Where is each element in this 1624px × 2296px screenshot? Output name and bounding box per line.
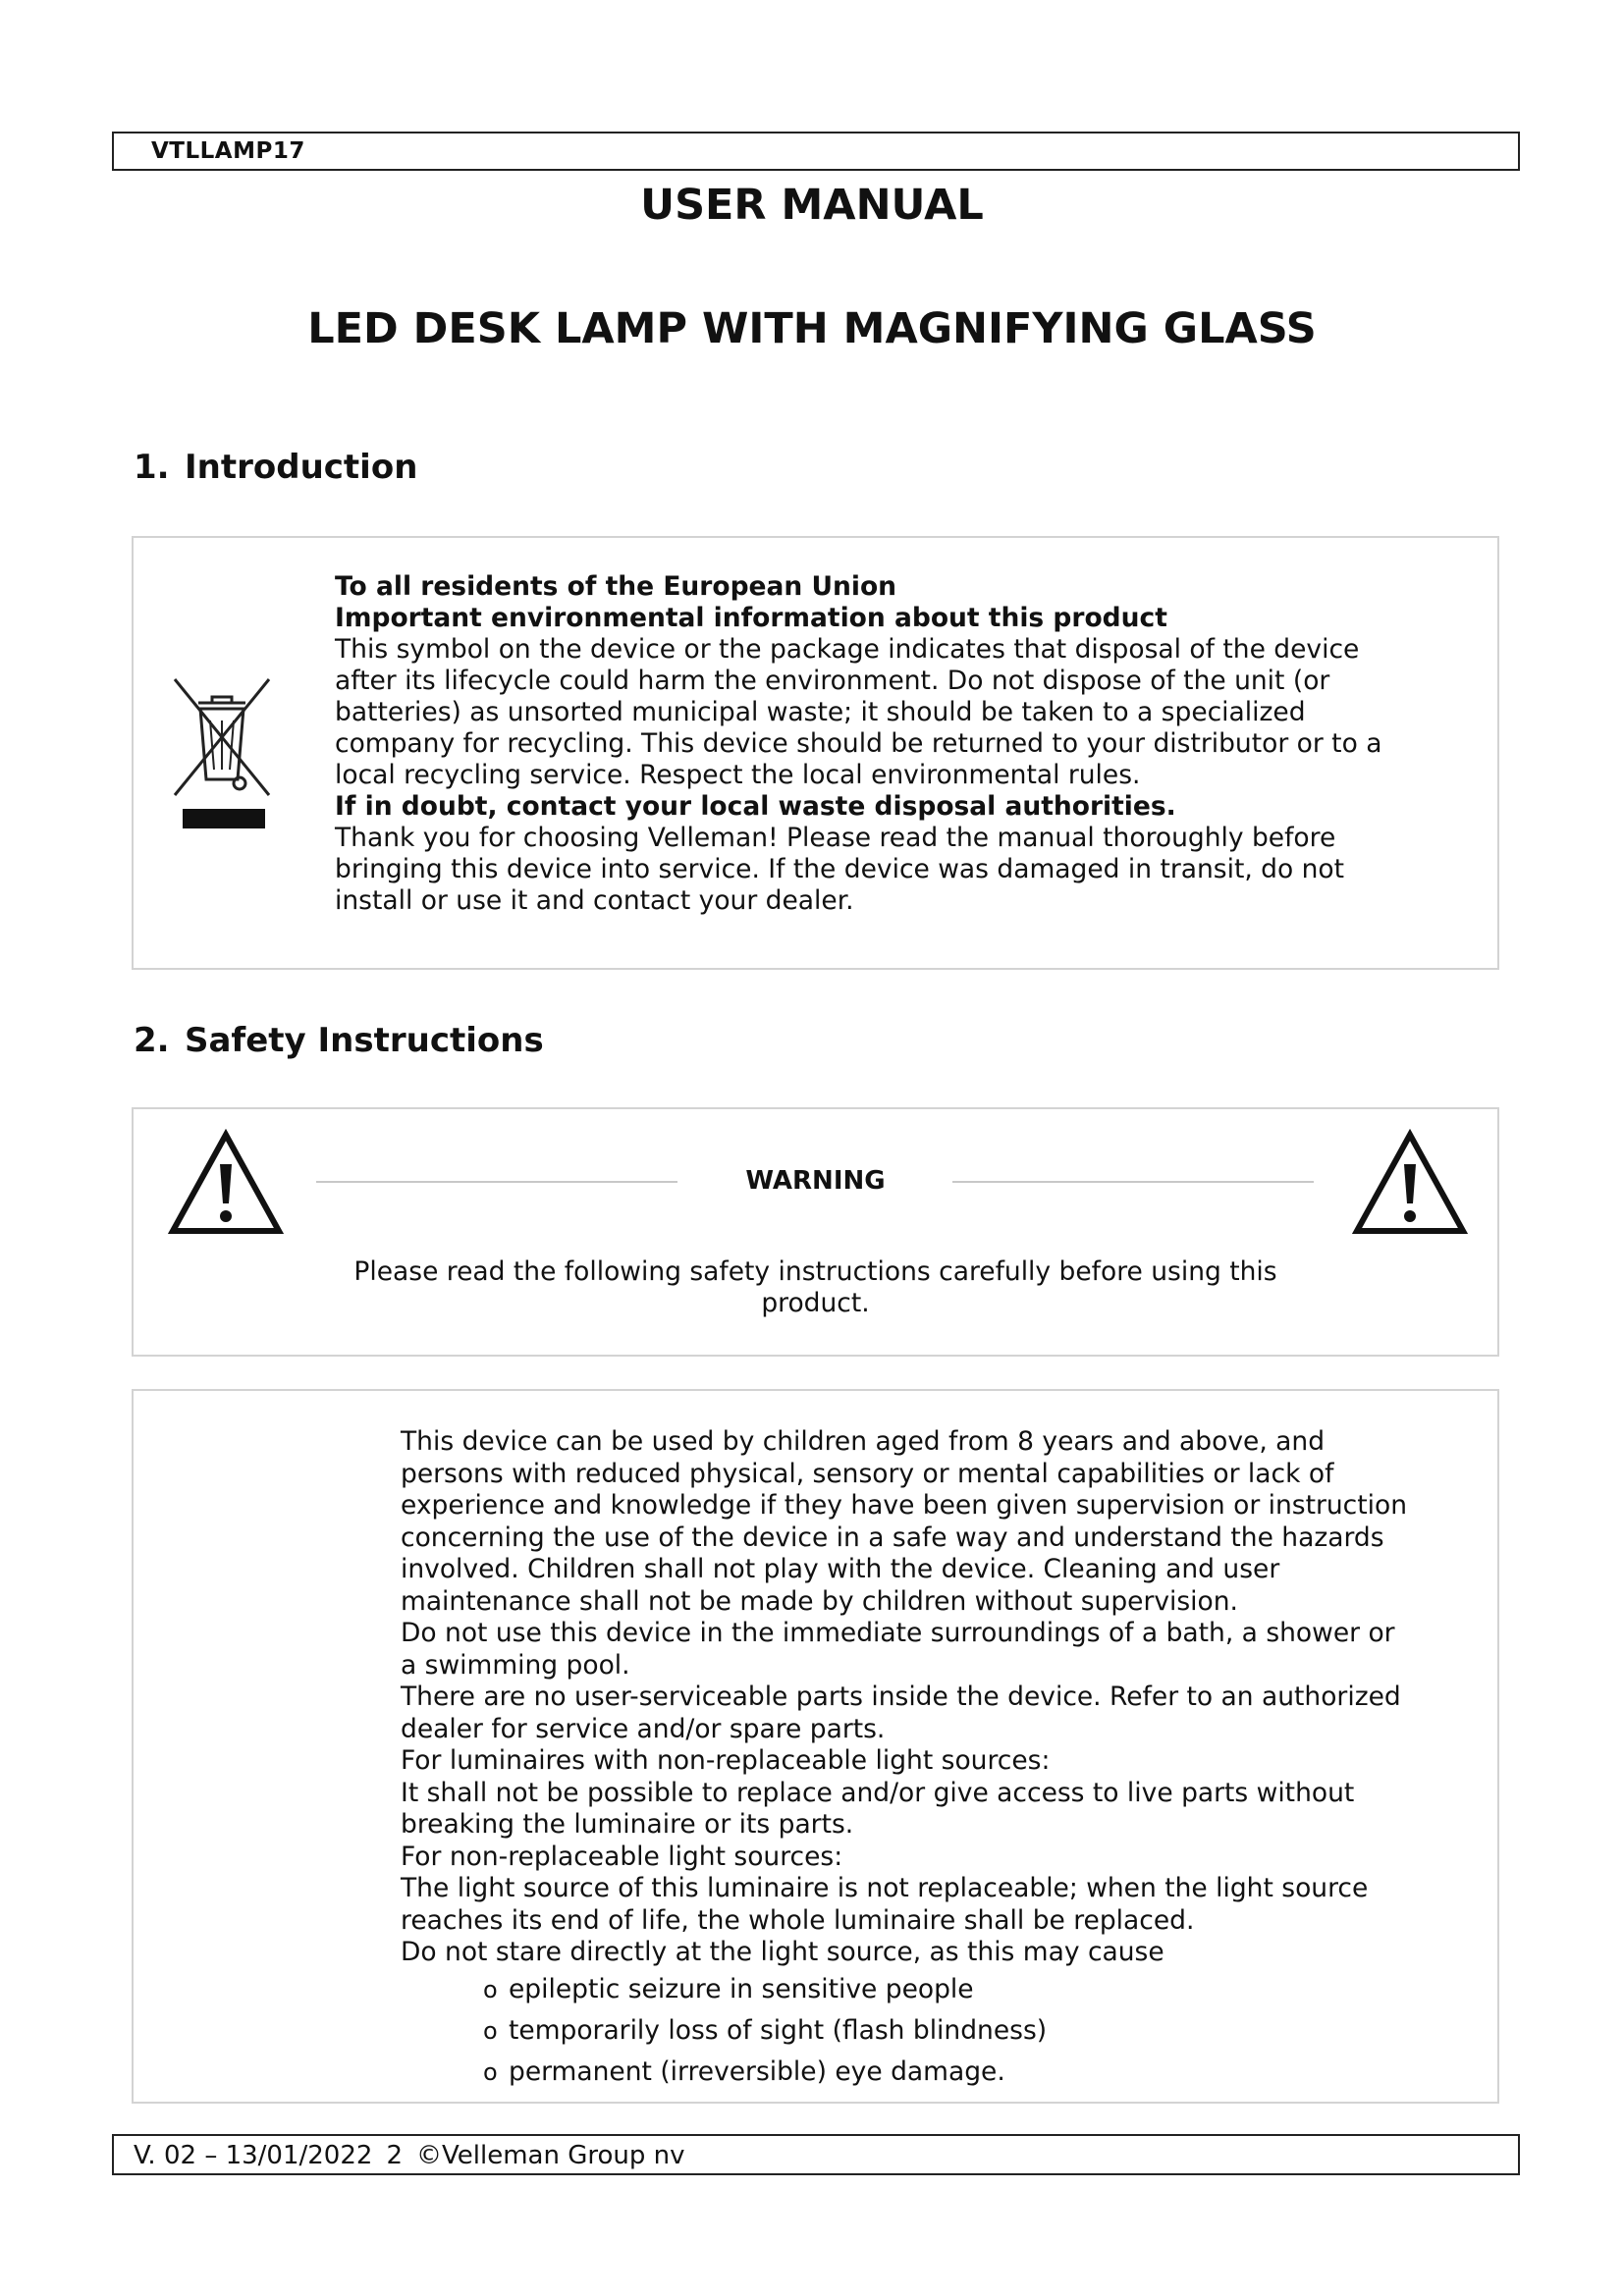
intro-line: bringing this device into service. If the device was damaged in transit, do not xyxy=(335,854,1345,884)
section-number: 1. xyxy=(134,448,170,487)
weee-crossed-bin-icon xyxy=(171,675,273,832)
list-item xyxy=(483,2052,1461,2093)
safety-line: involved. Children shall not play with the device. Cleaning and user xyxy=(401,1554,1280,1584)
safety-line: concerning the use of the device in a safe way and understand the hazards xyxy=(401,1522,1384,1553)
bullet-text: permanent (irreversible) eye damage. xyxy=(509,2056,1005,2087)
model-code: VTLLAMP17 xyxy=(151,138,305,164)
safety-text-block xyxy=(401,1426,1461,2093)
list-item xyxy=(483,1969,1461,2010)
warning-triangle-icon xyxy=(1351,1129,1469,1237)
section-title: Safety Instructions xyxy=(185,1021,544,1060)
intro-text-block xyxy=(335,571,1435,917)
footer-text xyxy=(134,2141,698,2170)
intro-panel xyxy=(132,536,1499,970)
safety-line: experience and knowledge if they have been given supervision or instruction xyxy=(401,1490,1408,1521)
safety-line: a swimming pool. xyxy=(401,1649,630,1681)
safety-line: dealer for service and/or spare parts. xyxy=(401,1713,886,1744)
product-title: LED DESK LAMP WITH MAGNIFYING GLASS xyxy=(307,304,1317,353)
section-number: 2. xyxy=(134,1021,170,1060)
section-heading-safety xyxy=(134,1021,544,1060)
safety-bullet-list xyxy=(401,1969,1461,2093)
intro-line: Thank you for choosing Velleman! Please read the manual thoroughly before xyxy=(335,823,1336,853)
warning-text-line: Please read the following safety instructions carefully before using this xyxy=(353,1256,1277,1287)
intro-line: company for recycling. This device should be returned to your distributor or to a xyxy=(335,728,1382,759)
warning-text-line: product. xyxy=(761,1288,870,1318)
intro-line: batteries) as unsorted municipal waste; it should be taken to a specialized xyxy=(335,697,1306,727)
safety-line: maintenance shall not be made by children without supervision. xyxy=(401,1585,1238,1617)
footer-version: V. 02 – 13/01/2022 xyxy=(134,2141,373,2170)
warning-text xyxy=(134,1256,1497,1319)
divider-line xyxy=(952,1181,1314,1183)
list-item xyxy=(483,2010,1461,2052)
warning-panel xyxy=(132,1107,1499,1357)
bullet-text: epileptic seizure in sensitive people xyxy=(509,1973,974,2004)
footer-box xyxy=(112,2134,1520,2175)
section-heading-introduction xyxy=(134,448,417,487)
header-box xyxy=(112,132,1520,171)
safety-line: Do not stare directly at the light source, as this may cause xyxy=(401,1937,1164,1967)
safety-line: reaches its end of life, the whole luminaire shall be replaced. xyxy=(401,1904,1195,1936)
intro-line: Important environmental information about this product xyxy=(335,603,1167,633)
section-title: Introduction xyxy=(185,448,418,487)
intro-line: To all residents of the European Union xyxy=(335,571,897,602)
bullet-marker: o xyxy=(483,1975,498,2003)
safety-line: persons with reduced physical, sensory or mental capabilities or lack of xyxy=(401,1458,1334,1489)
safety-lines xyxy=(401,1426,1461,1969)
safety-line: It shall not be possible to replace and/or give access to live parts without xyxy=(401,1777,1355,1808)
intro-line: install or use it and contact your dealer. xyxy=(335,885,854,916)
safety-line: breaking the luminaire or its parts. xyxy=(401,1809,854,1840)
intro-line: after its lifecycle could harm the environment. Do not dispose of the unit (or xyxy=(335,666,1330,696)
safety-line: This device can be used by children aged from 8 years and above, and xyxy=(401,1426,1326,1457)
intro-line: local recycling service. Respect the local environmental rules. xyxy=(335,760,1141,790)
warning-label: WARNING xyxy=(745,1166,886,1196)
bullet-marker: o xyxy=(483,2016,498,2045)
intro-line: If in doubt, contact your local waste disposal authorities. xyxy=(335,791,1176,822)
footer-page-number: 2 xyxy=(386,2141,403,2170)
safety-line: There are no user-serviceable parts inside the device. Refer to an authorized xyxy=(401,1682,1401,1712)
safety-line: Do not use this device in the immediate surroundings of a bath, a shower or xyxy=(401,1618,1395,1648)
footer-copyright: ©Velleman Group nv xyxy=(415,2141,685,2170)
safety-line: The light source of this luminaire is not replaceable; when the light source xyxy=(401,1873,1369,1903)
bullet-text: temporarily loss of sight (flash blindness) xyxy=(509,2014,1048,2046)
safety-instructions-panel xyxy=(132,1389,1499,2104)
bullet-marker: o xyxy=(483,2057,498,2086)
safety-line: For non-replaceable light sources: xyxy=(401,1841,843,1872)
manual-title: USER MANUAL xyxy=(640,181,984,230)
intro-line: This symbol on the device or the package indicates that disposal of the device xyxy=(335,634,1360,665)
safety-line: For luminaires with non-replaceable light sources: xyxy=(401,1745,1051,1776)
